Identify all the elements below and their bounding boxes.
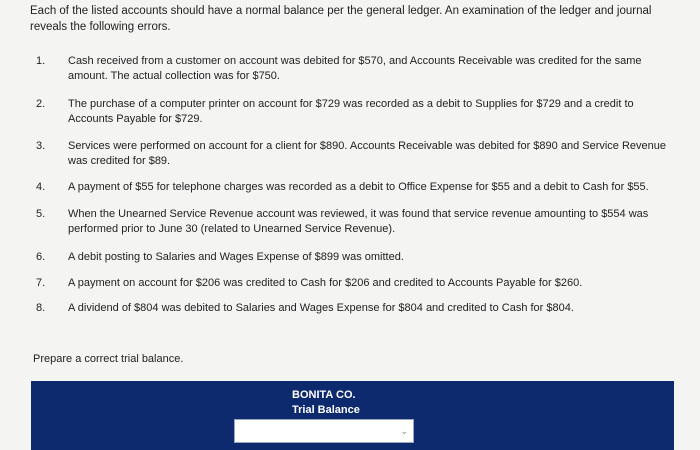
item-text: When the Unearned Service Revenue account was reviewed, it was found that service revenue amounting to $554 was performed prior to June 30 (related to Unearned Service Revenue). bbox=[68, 208, 649, 235]
item-number: 8. bbox=[36, 302, 46, 314]
item-number: 2. bbox=[36, 98, 46, 110]
item-text: Services were performed on account for a client for $890. Accounts Receivable was debited for $890 and Service Revenue was credited for $89. bbox=[68, 140, 667, 167]
item-text: A payment on account for $206 was credited to Cash for $206 and credited to Accounts Payable for $260. bbox=[68, 277, 583, 289]
item-text: A debit posting to Salaries and Wages Expense of $899 was omitted. bbox=[68, 251, 404, 263]
item-number: 1. bbox=[36, 55, 46, 67]
item-number: 7. bbox=[36, 277, 46, 289]
chevron-down-icon: ⌄ bbox=[400, 426, 408, 436]
item-number: 4. bbox=[36, 181, 46, 193]
company-name: BONITA CO. bbox=[292, 389, 356, 401]
instructions-text: Each of the listed accounts should have a normal balance per the general ledger. An examination of the ledger and journal reveals the following errors. bbox=[30, 5, 652, 33]
item-text: The purchase of a computer printer on account for $729 was recorded as a debit to Supplies for $729 and a credit to Accounts Payable for $729. bbox=[68, 98, 634, 125]
period-select[interactable] bbox=[234, 419, 414, 443]
prepare-instruction: Prepare a correct trial balance. bbox=[33, 353, 184, 365]
item-number: 6. bbox=[36, 251, 46, 263]
statement-title: Trial Balance bbox=[292, 404, 360, 416]
item-text: A payment of $55 for telephone charges was recorded as a debit to Office Expense for $55 and a debit to Cash for $55. bbox=[68, 181, 649, 193]
item-number: 5. bbox=[36, 208, 46, 220]
item-number: 3. bbox=[36, 140, 46, 152]
item-text: Cash received from a customer on account was debited for $570, and Accounts Receivable was credited for the same amount. The actual collection was for $750. bbox=[68, 55, 642, 82]
item-text: A dividend of $804 was debited to Salaries and Wages Expense for $804 and credited to Cash for $804. bbox=[68, 302, 574, 314]
